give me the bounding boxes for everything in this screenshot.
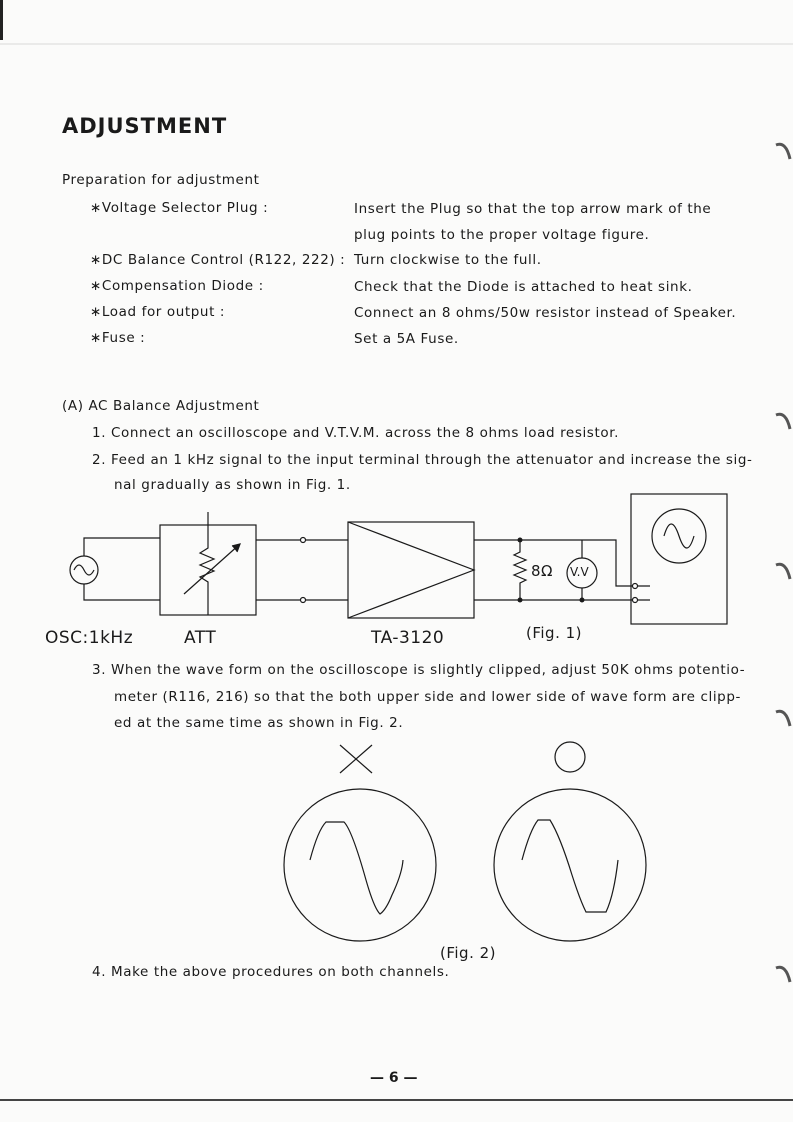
junction-dot	[518, 598, 523, 603]
prep-item-desc: Insert the Plug so that the top arrow mark of the	[354, 201, 712, 217]
step-1: 1. Connect an oscilloscope and V.T.V.M. across the 8 ohms load resistor.	[92, 425, 619, 441]
sine-icon	[664, 524, 694, 548]
attenuator-arrow-line	[184, 544, 240, 594]
binding-mark	[776, 564, 790, 579]
prep-item-desc: Connect an 8 ohms/50w resistor instead of Speaker.	[354, 305, 737, 321]
fig2-caption: (Fig. 2)	[440, 944, 497, 962]
binding-mark	[776, 144, 790, 159]
page-number: — 6 —	[370, 1070, 418, 1086]
scope-screen-bad	[284, 789, 436, 941]
amp-label: TA-3120	[371, 628, 445, 648]
scan-edge-mark	[0, 0, 3, 40]
fig1-caption: (Fig. 1)	[526, 624, 583, 642]
ok-circle-icon	[555, 742, 585, 772]
attenuator-resistor	[200, 512, 214, 615]
step-2-cont: nal gradually as shown in Fig. 1.	[114, 477, 351, 493]
binding-mark	[776, 711, 790, 726]
binding-mark	[776, 414, 790, 429]
step-3: 3. When the wave form on the oscilloscope is slightly clipped, adjust 50K ohms potentio-	[92, 662, 746, 678]
prep-item-label: ∗Compensation Diode :	[90, 278, 264, 294]
prep-item-desc: Turn clockwise to the full.	[354, 252, 542, 268]
osc-wires	[84, 538, 160, 600]
att-label: ATT	[184, 628, 217, 648]
sine-icon	[74, 565, 94, 575]
load-label: 8Ω	[531, 562, 554, 580]
binding-mark	[776, 967, 790, 982]
bad-mark-text: ×	[344, 776, 353, 787]
amplifier-box	[348, 522, 474, 618]
prep-item-desc: Check that the Diode is attached to heat sink.	[354, 279, 693, 295]
good-mark-text: ○	[565, 776, 574, 787]
fig2-waveforms	[284, 742, 646, 941]
section-a-heading: (A) AC Balance Adjustment	[62, 398, 260, 414]
waveform-good	[522, 820, 618, 912]
prep-item-label: ∗Voltage Selector Plug :	[90, 200, 269, 216]
load-resistor	[514, 540, 526, 600]
fig1-circuit	[70, 494, 727, 624]
att-out-wires	[256, 540, 300, 600]
meter-label: V.V	[570, 565, 589, 579]
waveform-bad	[310, 822, 403, 914]
junction-dot	[580, 598, 585, 603]
amplifier-triangle	[348, 522, 474, 618]
prep-item-desc-cont: plug points to the proper voltage figure.	[354, 227, 650, 243]
prep-item-label: ∗DC Balance Control (R122, 222) :	[90, 252, 346, 268]
prep-heading: Preparation for adjustment	[62, 172, 260, 188]
scope-screen-good	[494, 789, 646, 941]
prep-item-label: ∗Load for output :	[90, 304, 226, 320]
step-4: 4. Make the above procedures on both channels.	[92, 964, 450, 980]
page-title: ADJUSTMENT	[62, 114, 228, 138]
step-3-cont: ed at the same time as shown in Fig. 2.	[114, 715, 404, 731]
junction-dot	[518, 538, 523, 543]
step-2: 2. Feed an 1 kHz signal to the input terminal through the attenuator and increase the sig-	[92, 452, 753, 468]
osc-label: OSC:1kHz	[45, 628, 134, 648]
step-3-cont: meter (R116, 216) so that the both upper side and lower side of wave form are clipp-	[114, 689, 741, 705]
prep-item-label: ∗Fuse :	[90, 330, 146, 346]
prep-item-desc: Set a 5A Fuse.	[354, 331, 459, 347]
oscilloscope-box	[631, 494, 727, 624]
